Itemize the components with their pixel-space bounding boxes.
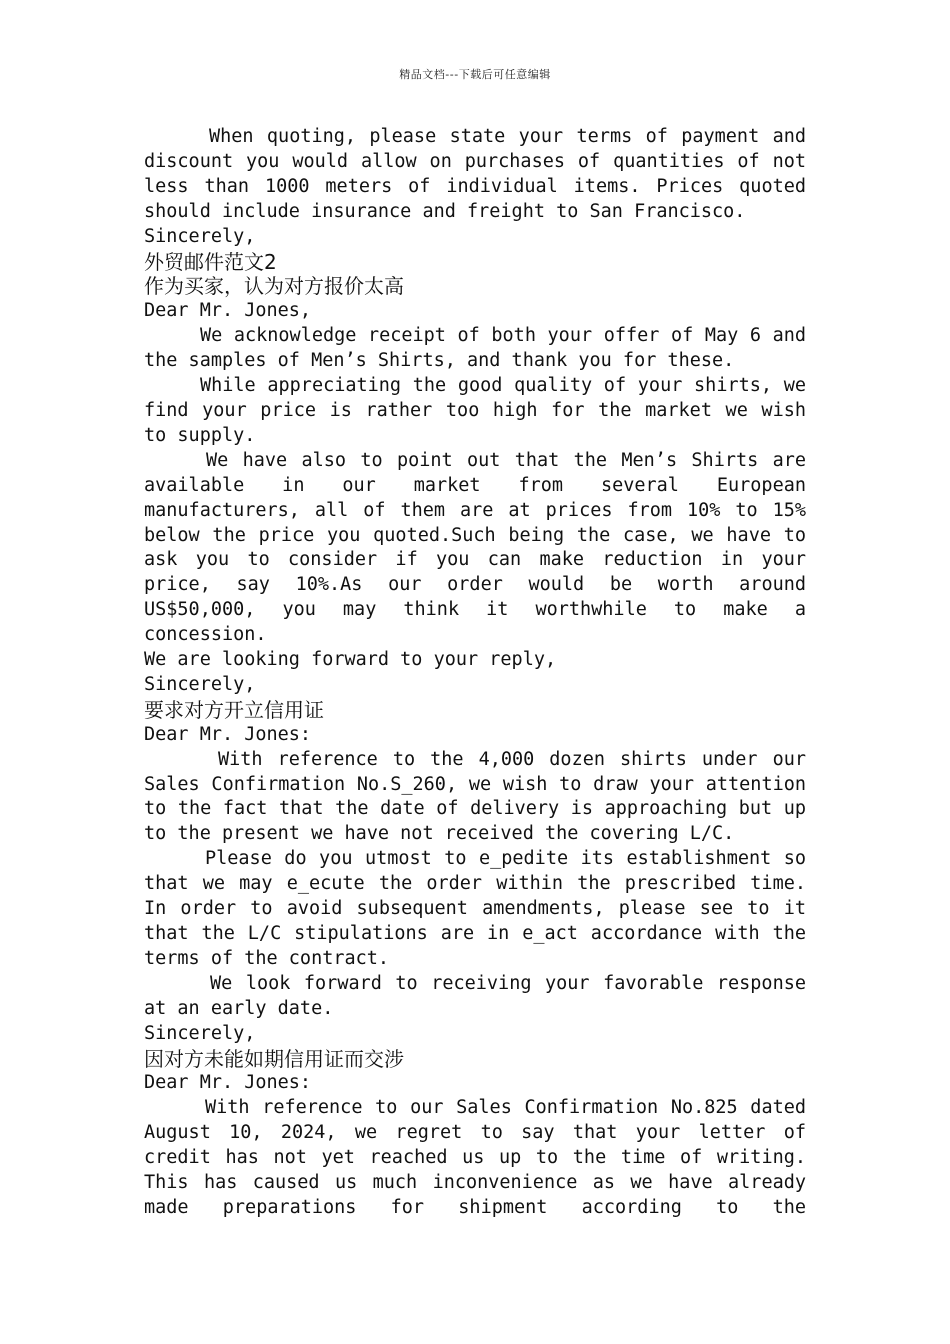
text-line: that we may e_ecute the order within the prescribed time. (144, 873, 806, 895)
text-line: ask you to consider if you can make reduction in your (144, 549, 806, 571)
text-line: We acknowledge receipt of both your offer of May 6 and (200, 325, 806, 347)
text-line: credit has not yet reached us up to the time of writing. (144, 1147, 806, 1169)
salutation: Dear Mr. Jones: (144, 1072, 312, 1094)
text-line: find your price is rather too high for the market we wish (144, 399, 806, 421)
closing: Sincerely, (144, 225, 256, 247)
text-line: that the L/C stipulations are in e_act accordance with the (144, 923, 806, 944)
text-line: Please do you utmost to e_pedite its establishment so (205, 848, 806, 870)
text-line: August 10, 2024, we regret to say that your letter of (144, 1122, 806, 1144)
text-line: available in our market from several European (144, 474, 806, 496)
text-line: the samples of Men’s Shirts, and thank you for these. (144, 350, 735, 372)
section-heading: 要求对方开立信用证 (144, 697, 324, 722)
text-line: We have also to point out that the Men’s Shirts are (206, 449, 806, 471)
text-line: terms of the contract. (144, 947, 390, 969)
text-line: While appreciating the good quality of your shirts, we (200, 375, 806, 397)
text-line: made preparations for shipment according to the (144, 1196, 806, 1218)
page-header: 精品文档---下载后可任意编辑 (399, 68, 551, 81)
text-line: We are looking forward to your reply, (144, 649, 557, 671)
text-line: US$50,000, you may think it worthwhile to make a (144, 599, 806, 621)
text-line: With reference to our Sales Confirmation No.825 dated (205, 1097, 806, 1119)
text-line: to the fact that the date of delivery is approaching but up (144, 798, 806, 820)
text-line: manufacturers, all of them are at prices from 10% to 15% (144, 499, 806, 521)
text-line: to the present we have not received the covering L/C. (144, 823, 735, 845)
text-line: Sales Confirmation No.S_260, we wish to draw your attention (144, 773, 806, 795)
text-line: should include insurance and freight to San Francisco. (144, 200, 746, 222)
text-line: We look forward to receiving your favorable response (210, 972, 806, 994)
text-line: concession. (144, 624, 267, 646)
closing: Sincerely, (144, 1022, 256, 1044)
section-heading: 因对方未能如期信用证而交涉 (144, 1046, 404, 1071)
text-line: This has caused us much inconvenience as we have already (144, 1172, 806, 1194)
text-line: price, say 10%.As our order would be worth around (144, 574, 806, 596)
text-line: below the price you quoted.Such being the case, we have to (144, 524, 806, 546)
text-line: at an early date. (144, 997, 334, 1019)
section-heading: 外贸邮件范文2 (144, 249, 277, 274)
text-line: to supply. (144, 424, 256, 446)
text-line: discount you would allow on purchases of quantities of not (144, 150, 806, 172)
text-line: less than 1000 meters of individual items. Prices quoted (144, 175, 806, 197)
salutation: Dear Mr. Jones, (144, 300, 312, 322)
section-subheading: 作为买家，认为对方报价太高 (144, 274, 404, 299)
closing: Sincerely, (144, 673, 256, 695)
text-line: In order to avoid subsequent amendments, please see to it (144, 898, 806, 920)
text-line: With reference to the 4,000 dozen shirts under our (218, 748, 806, 770)
document-body (144, 125, 806, 1221)
text-line: When quoting, please state your terms of payment and (209, 126, 806, 147)
salutation: Dear Mr. Jones: (144, 723, 312, 745)
